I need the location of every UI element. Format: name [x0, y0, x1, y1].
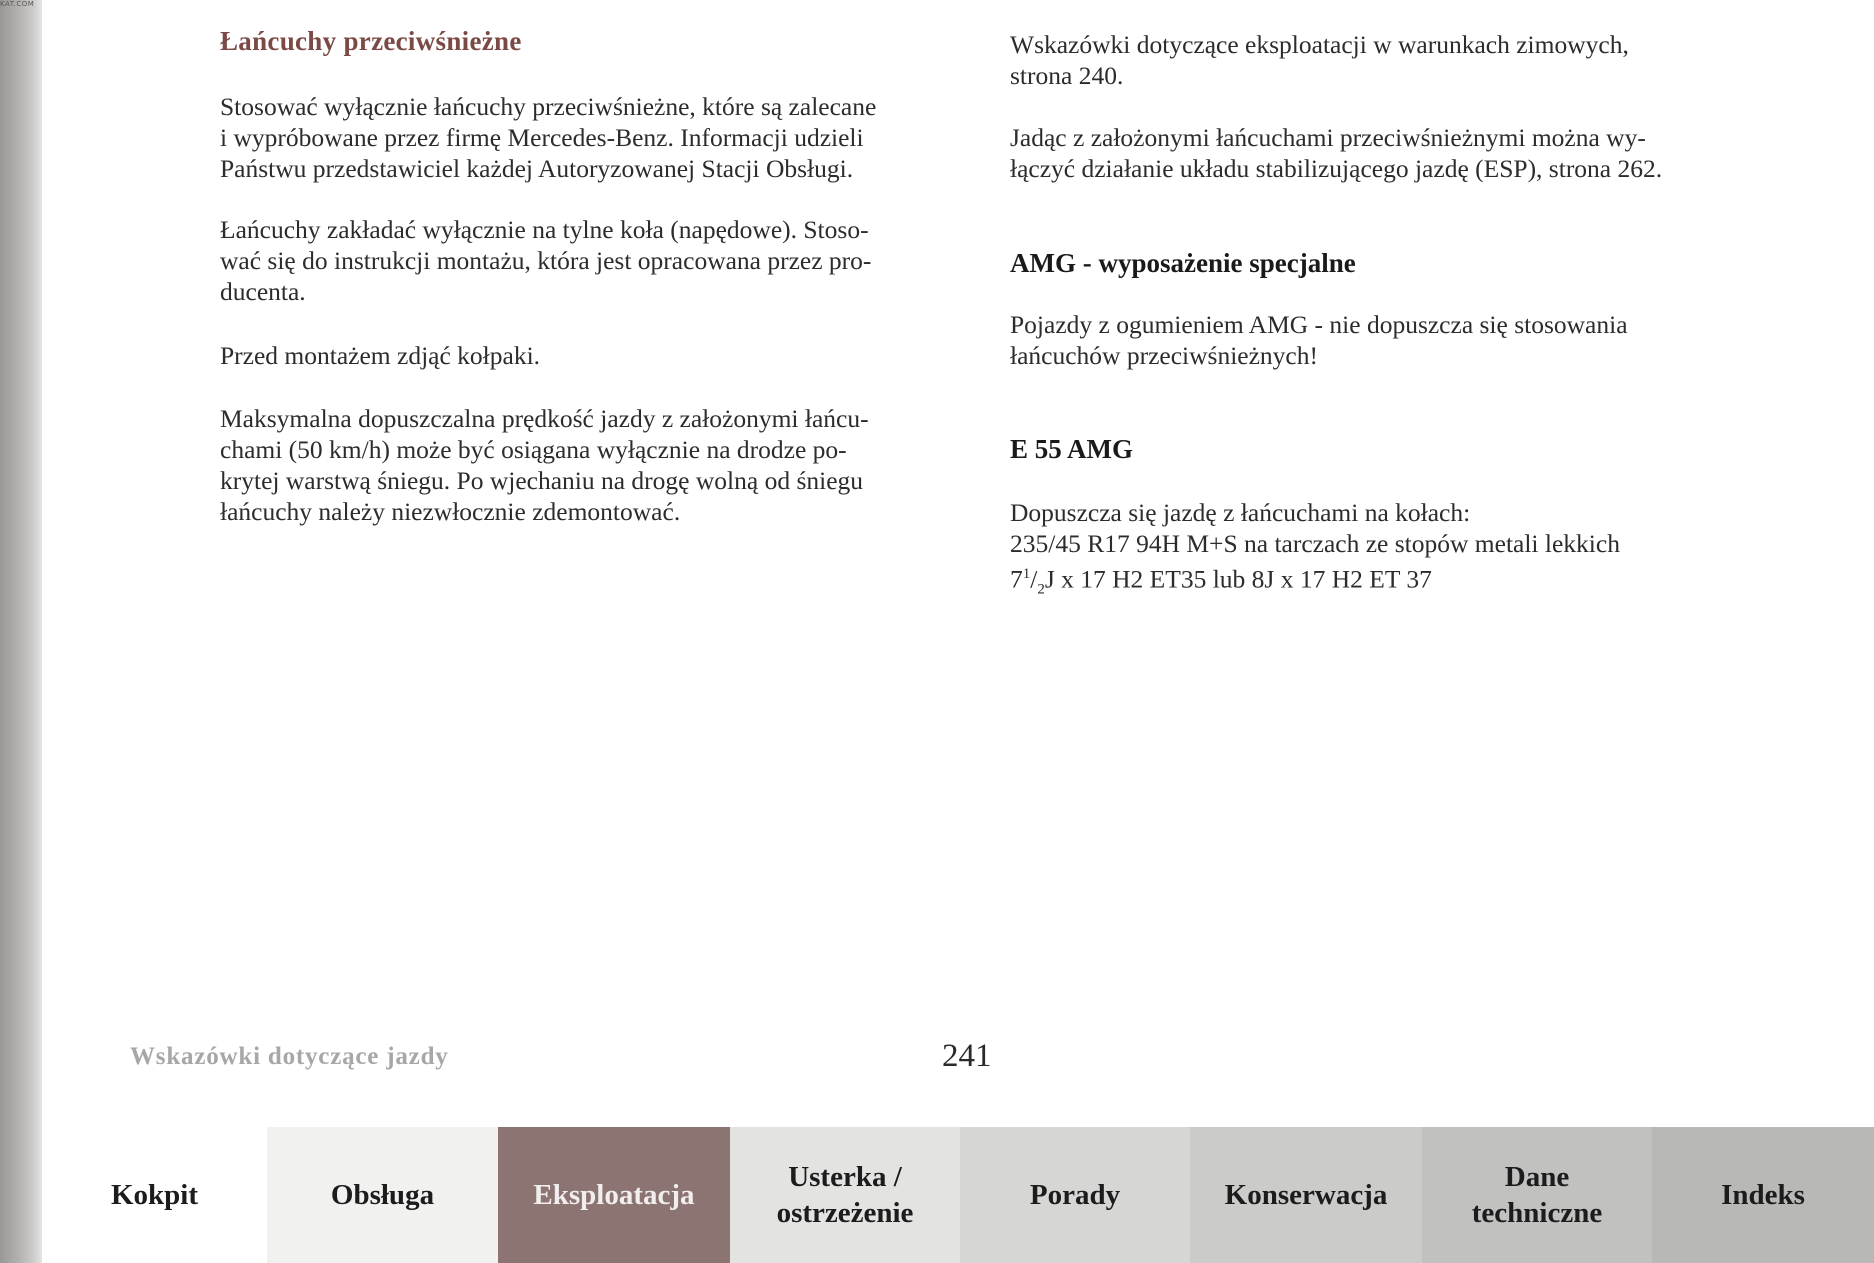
- tab-usterka-ostrzezenie[interactable]: Usterka / ostrzeżenie: [730, 1127, 960, 1263]
- paragraph-recommended-chains: [220, 91, 932, 184]
- text-line: Przed montażem zdjąć kołpaki.: [220, 341, 541, 370]
- text-line: i wypróbowane przez firmę Mercedes-Benz. Informacji udzieli: [220, 123, 864, 152]
- rim-fraction-denominator: 2: [1037, 581, 1045, 598]
- corner-watermark: KAT.COM: [0, 0, 35, 8]
- text-line: strona 240.: [1010, 61, 1124, 90]
- rim-fraction-numerator: 1: [1022, 566, 1031, 582]
- paragraph-amg-tyres: [1010, 309, 1722, 371]
- paragraph-rear-wheels: [220, 214, 932, 307]
- chapter-tab-bar: [42, 1127, 1874, 1263]
- tab-kokpit[interactable]: Kokpit: [42, 1127, 267, 1263]
- page-binding-edge: [0, 0, 42, 1263]
- text-line: łańcuchy należy niezwłocznie zdemontować.: [220, 497, 681, 526]
- tab-porady[interactable]: Porady: [960, 1127, 1190, 1263]
- rim-width-whole: 7: [1010, 564, 1023, 594]
- footer-section-title: Wskazówki dotyczące jazdy: [130, 1043, 449, 1070]
- page-number: 241: [942, 1038, 992, 1074]
- text-line: Maksymalna dopuszczalna prędkość jazdy z założonymi łańcu-: [220, 404, 869, 433]
- tab-indeks[interactable]: Indeks: [1652, 1127, 1874, 1263]
- paragraph-remove-hubcaps: [220, 340, 932, 371]
- text-line: Stosować wyłącznie łańcuchy przeciwśnieżne, które są zalecane: [220, 92, 877, 121]
- rim-spec-line: [1010, 559, 1722, 606]
- section-heading-e55-amg: E 55 AMG: [1010, 434, 1134, 464]
- rim-spec-rest: J x 17 H2 ET35 lub 8J x 17 H2 ET 37: [1044, 564, 1432, 594]
- text-line: chami (50 km/h) może być osiągana wyłącznie na drodze po-: [220, 435, 847, 464]
- paragraph-e55-chains: [1010, 497, 1722, 606]
- text-line: łańcuchów przeciwśnieżnych!: [1010, 341, 1318, 370]
- tab-eksploatacja[interactable]: Eksploatacja: [498, 1127, 730, 1263]
- tab-dane-techniczne[interactable]: Dane techniczne: [1422, 1127, 1652, 1263]
- text-line: Wskazówki dotyczące eksploatacji w warunkach zimowych,: [1010, 30, 1629, 59]
- section-heading-snow-chains: Łańcuchy przeciwśnieżne: [220, 26, 522, 56]
- rim-fraction-slash: /: [1030, 564, 1038, 594]
- text-line: Łańcuchy zakładać wyłącznie na tylne koła (napędowe). Stoso-: [220, 215, 869, 244]
- paragraph-max-speed: [220, 403, 932, 527]
- tab-obsluga[interactable]: Obsługa: [267, 1127, 498, 1263]
- paragraph-winter-reference: [1010, 29, 1722, 91]
- text-line: Dopuszcza się jazdę z łańcuchami na kołach:: [1010, 498, 1471, 527]
- tab-konserwacja[interactable]: Konserwacja: [1190, 1127, 1422, 1263]
- section-heading-amg-equipment: AMG - wyposażenie specjalne: [1010, 248, 1356, 278]
- text-line: Jadąc z założonymi łańcuchami przeciwśnieżnymi można wy-: [1010, 123, 1646, 152]
- text-line: 235/45 R17 94H M+S na tarczach ze stopów metali lekkich: [1010, 529, 1620, 558]
- text-line: ducenta.: [220, 277, 306, 306]
- text-line: krytej warstwą śniegu. Po wjechaniu na drogę wolną od śniegu: [220, 466, 864, 495]
- text-line: wać się do instrukcji montażu, która jest opracowana przez pro-: [220, 246, 872, 275]
- paragraph-esp-reference: [1010, 122, 1722, 184]
- text-line: Pojazdy z ogumieniem AMG - nie dopuszcza się stosowania: [1010, 310, 1628, 339]
- text-line: łączyć działanie układu stabilizującego jazdę (ESP), strona 262.: [1010, 154, 1663, 183]
- text-line: Państwu przedstawiciel każdej Autoryzowanej Stacji Obsługi.: [220, 154, 854, 183]
